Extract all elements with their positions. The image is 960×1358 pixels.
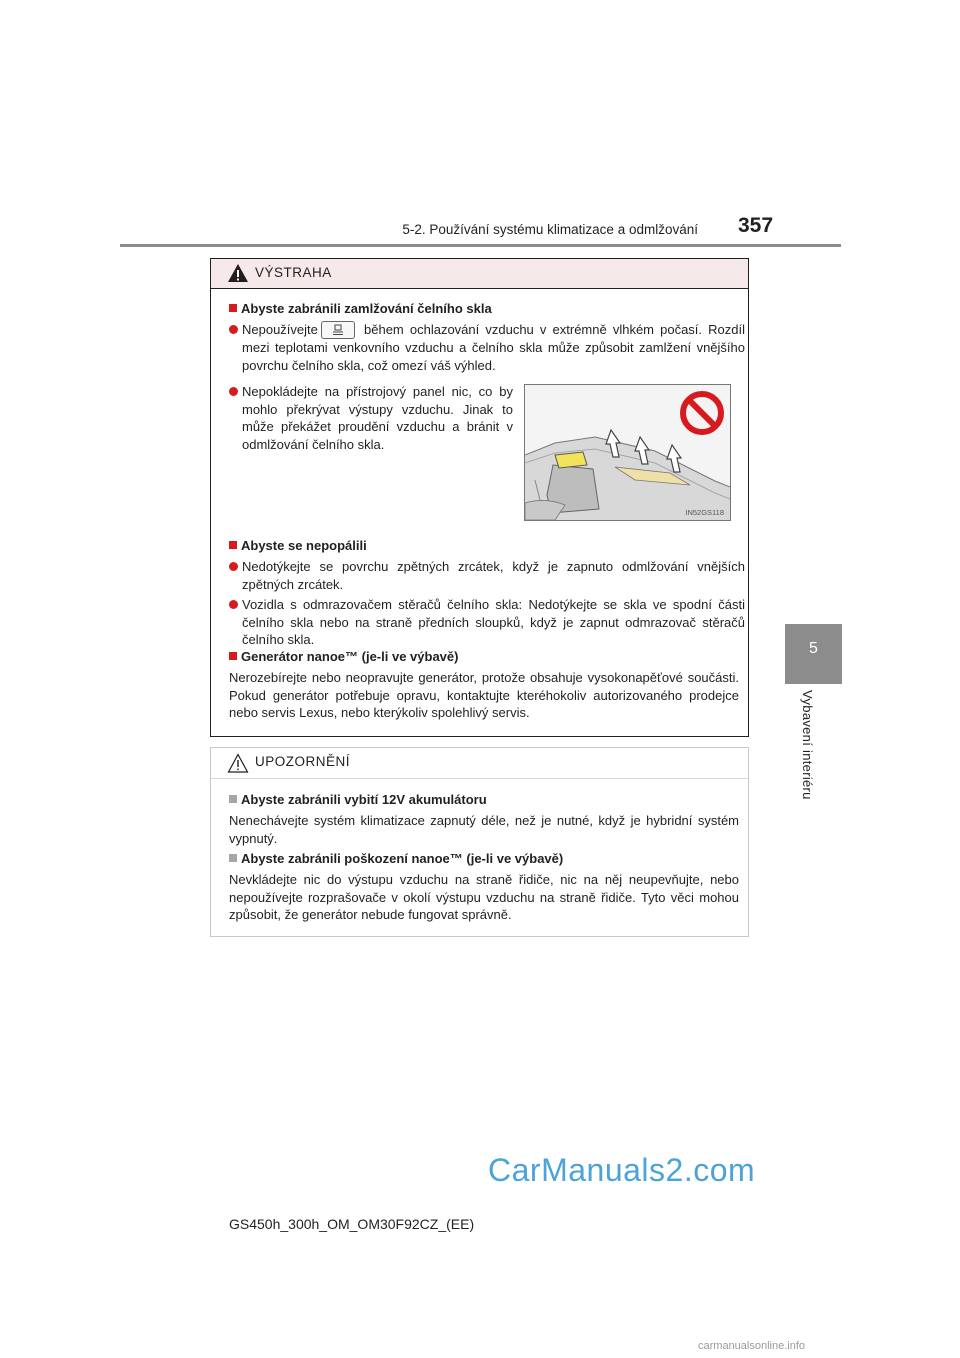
figure-code: IN52GS118 [685, 508, 724, 517]
square-bullet-icon [229, 854, 237, 862]
header-rule [120, 244, 841, 247]
dashboard-illustration [524, 384, 731, 521]
section-paragraph: Nenechávejte systém klimatizace zapnutý déle, než je nutné, když je hybridní systém vypnutý. [229, 813, 739, 846]
section-heading: Abyste zabránili vybití 12V akumulátoru [229, 792, 740, 807]
chapter-tab [785, 624, 842, 684]
bullet-dot-icon [229, 600, 238, 609]
bullet-text: Vozidla s odmrazovačem stěračů čelního skla: Nedotýkejte se skla ve spodní části čelního skla nebo na straně předních sloupků, když je zapnut odmrazovač stěračů čelního skla. [242, 597, 745, 647]
bullet-item [229, 596, 745, 649]
bullet-dot-icon [229, 562, 238, 571]
dashboard-figure [525, 385, 730, 520]
watermark-logo: CarManuals2.com [488, 1152, 756, 1188]
square-bullet-icon [229, 304, 237, 312]
chapter-number: 5 [809, 640, 818, 657]
warning-box [210, 258, 749, 737]
square-bullet-icon [229, 541, 237, 549]
section-paragraph: Nerozebírejte nebo neopravujte generátor, protože obsahuje vysokonapěťové součásti. Pokud generátor potřebuje opravu, kontaktujte kteréhokoliv autorizovaného prodejce nebo servis Lexus, nebo kterýkoliv spolehlivý servis. [229, 670, 739, 720]
section-heading: Abyste zabránili zamlžování čelního skla [229, 301, 740, 316]
section-heading: Abyste se nepopálili [229, 538, 740, 553]
bullet-text-before: Nepoužívejte [242, 322, 318, 337]
chapter-label-container [800, 690, 830, 820]
page-number: 357 [738, 214, 774, 237]
caution-header [211, 748, 748, 779]
bullet-dot-icon [229, 387, 238, 396]
defog-button-icon [321, 321, 355, 339]
warning-triangle-icon [227, 263, 249, 283]
bullet-text-after: během ochlazování vzduchu v extrémně vlhkém počasí. Rozdíl mezi teplotami venkovního vzduchu a čelního skla může způsobit zamlžení vnějšího povrchu čelního skla, což omezí váš výhled. [242, 322, 745, 373]
bullet-item [229, 558, 745, 593]
bullet-text: Nepokládejte na přístrojový panel nic, co by mohlo překrývat výstupy vzduchu. Jinak to může překážet proudění vzduchu a bránit v odmlžování čelního skla. [242, 384, 513, 452]
section-heading: Generátor nanoe™ (je-li ve výbavě) [229, 649, 740, 664]
square-bullet-icon [229, 795, 237, 803]
bullet-item [229, 321, 745, 374]
section-title: 5-2. Používání systému klimatizace a odmlžování [402, 222, 698, 237]
bullet-text: Nedotýkejte se povrchu zpětných zrcátek, když je zapnuto odmlžování vnějších zpětných zrcátek. [242, 559, 745, 592]
caution-title: UPOZORNĚNÍ [255, 754, 351, 769]
caution-box [210, 747, 749, 937]
square-bullet-icon [229, 652, 237, 660]
warning-header [211, 259, 748, 289]
section-paragraph: Nevkládejte nic do výstupu vzduchu na straně řidiče, nic na něj neupevňujte, nebo nepoužívejte rozprašovače v okolí výstupu vzduchu na straně řidiče. Tyto věci mohou způsobit, že generátor nebude fungovat správně. [229, 872, 739, 922]
caution-triangle-icon [227, 753, 249, 773]
document-code: GS450h_300h_OM_OM30F92CZ_(EE) [229, 1216, 475, 1232]
section-heading: Abyste zabránili poškození nanoe™ (je-li ve výbavě) [229, 851, 740, 866]
chapter-label: Vybavení interiéru [800, 690, 815, 800]
bullet-dot-icon [229, 325, 238, 334]
bullet-item [229, 383, 513, 453]
watermark-small: carmanualsonline.info [698, 1340, 806, 1352]
warning-title: VÝSTRAHA [255, 265, 332, 280]
